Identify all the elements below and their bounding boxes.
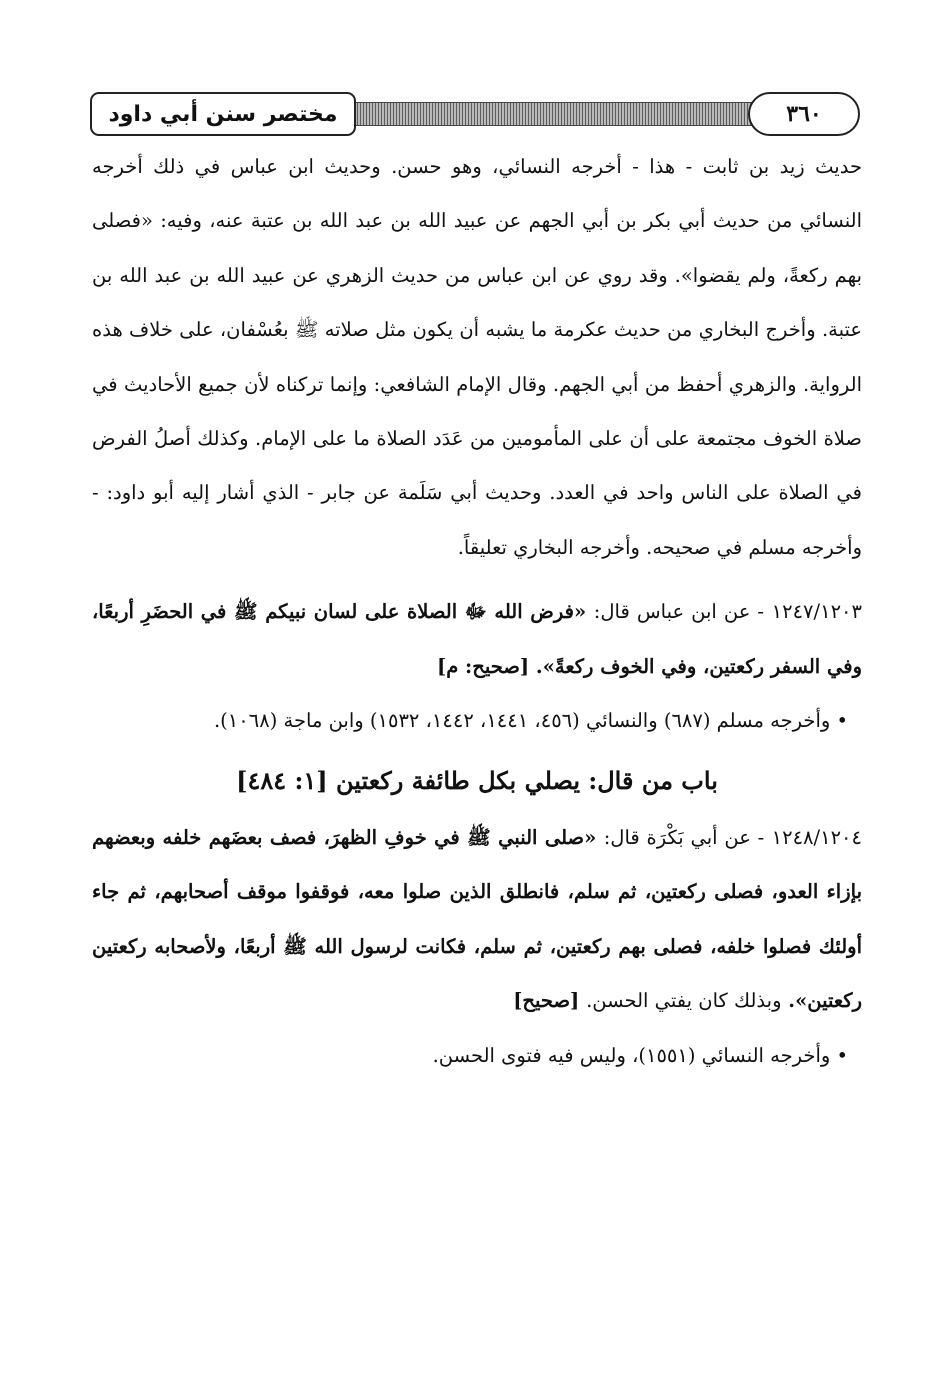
hadith-1248 bbox=[92, 811, 862, 1029]
book-title: مختصر سنن أبي داود bbox=[90, 92, 356, 136]
hadith-comment: وبذلك كان يفتي الحسن. bbox=[586, 989, 782, 1013]
hadith-1247 bbox=[92, 585, 862, 694]
hadith-number: ١٢٤٧/١٢٠٣ bbox=[771, 600, 862, 624]
hadith-text: «فرض الله ﷻ الصلاة على لسان نبيكم ﷺ في الحضَرِ أربعًا، وفي السفر ركعتين، وفي الخوف ركعةً». bbox=[92, 600, 862, 678]
hadith-isnad: - عن ابن عباس قال: bbox=[593, 600, 764, 624]
hadith-isnad: - عن أبي بَكْرَة قال: bbox=[603, 825, 765, 849]
hadith-number: ١٢٤٨/١٢٠٤ bbox=[771, 825, 862, 849]
hadith-grade: [صحيح] bbox=[513, 989, 580, 1013]
hadith-text: «صلى النبي ﷺ في خوفِ الظهرَ، فصف بعضَهم خلفه وبعضهم بإزاء العدو، فصلى ركعتين، ثم سلم، فانطلق الذين صلوا معه، فوقفوا موقف أصحابهم، ثم جاء أولئك فصلوا خلفه، فصلى بهم ركعتين، ثم سلم، فكانت لرسول الله ﷺ أربعًا، ولأصحابه ركعتين ركعتين». bbox=[92, 825, 862, 1013]
intro-paragraph: حديث زيد بن ثابت - هذا - أخرجه النسائي، وهو حسن. وحديث ابن عباس في ذلك أخرجه النسائي من حديث أبي بكر بن أبي الجهم عن عبيد الله بن عبد الله بن عتبة عنه، وفيه: «فصلى بهم ركعةً، ولم يقضوا». وقد روي عن ابن عباس من حديث الزهري عن عبيد الله بن عبد الله بن عتبة. وأخرج البخاري من حديث عكرمة ما يشبه أن يكون مثل صلاته ﷺ بعُسْفان، على خلاف هذه الرواية. والزهري أحفظ من أبي الجهم. وقال الإمام الشافعي: وإنما تركناه لأن جميع الأحاديث في صلاة الخوف مجتمعة على أن على المأمومين من عَدَد الصلاة ما على الإمام. وكذلك أصلُ الفرض في الصلاة على الناس واحد في العدد. وحديث أبي سَلَمة عن جابر - الذي أشار إليه أبو داود: - وأخرجه مسلم في صحيحه. وأخرجه البخاري تعليقاً. bbox=[92, 155, 863, 559]
hadith-1248-takhrij: • وأخرجه النسائي (١٥٥١)، وليس فيه فتوى الحسن. bbox=[432, 1043, 848, 1067]
hadith-1247-takhrij: • وأخرجه مسلم (٦٨٧) والنسائي (٤٥٦، ١٤٤١، ١٤٤٢، ١٥٣٢) وابن ماجة (١٠٦٨). bbox=[213, 709, 848, 733]
hadith-grade: [صحيح: م] bbox=[436, 654, 530, 678]
page-number: ٣٦٠ bbox=[748, 92, 860, 136]
page-body bbox=[92, 140, 862, 1083]
page-header bbox=[90, 92, 860, 138]
header-decorative-band bbox=[348, 102, 760, 126]
chapter-heading: باب من قال: يصلي بكل طائفة ركعتين [١: ٤٨٤] bbox=[236, 766, 718, 796]
